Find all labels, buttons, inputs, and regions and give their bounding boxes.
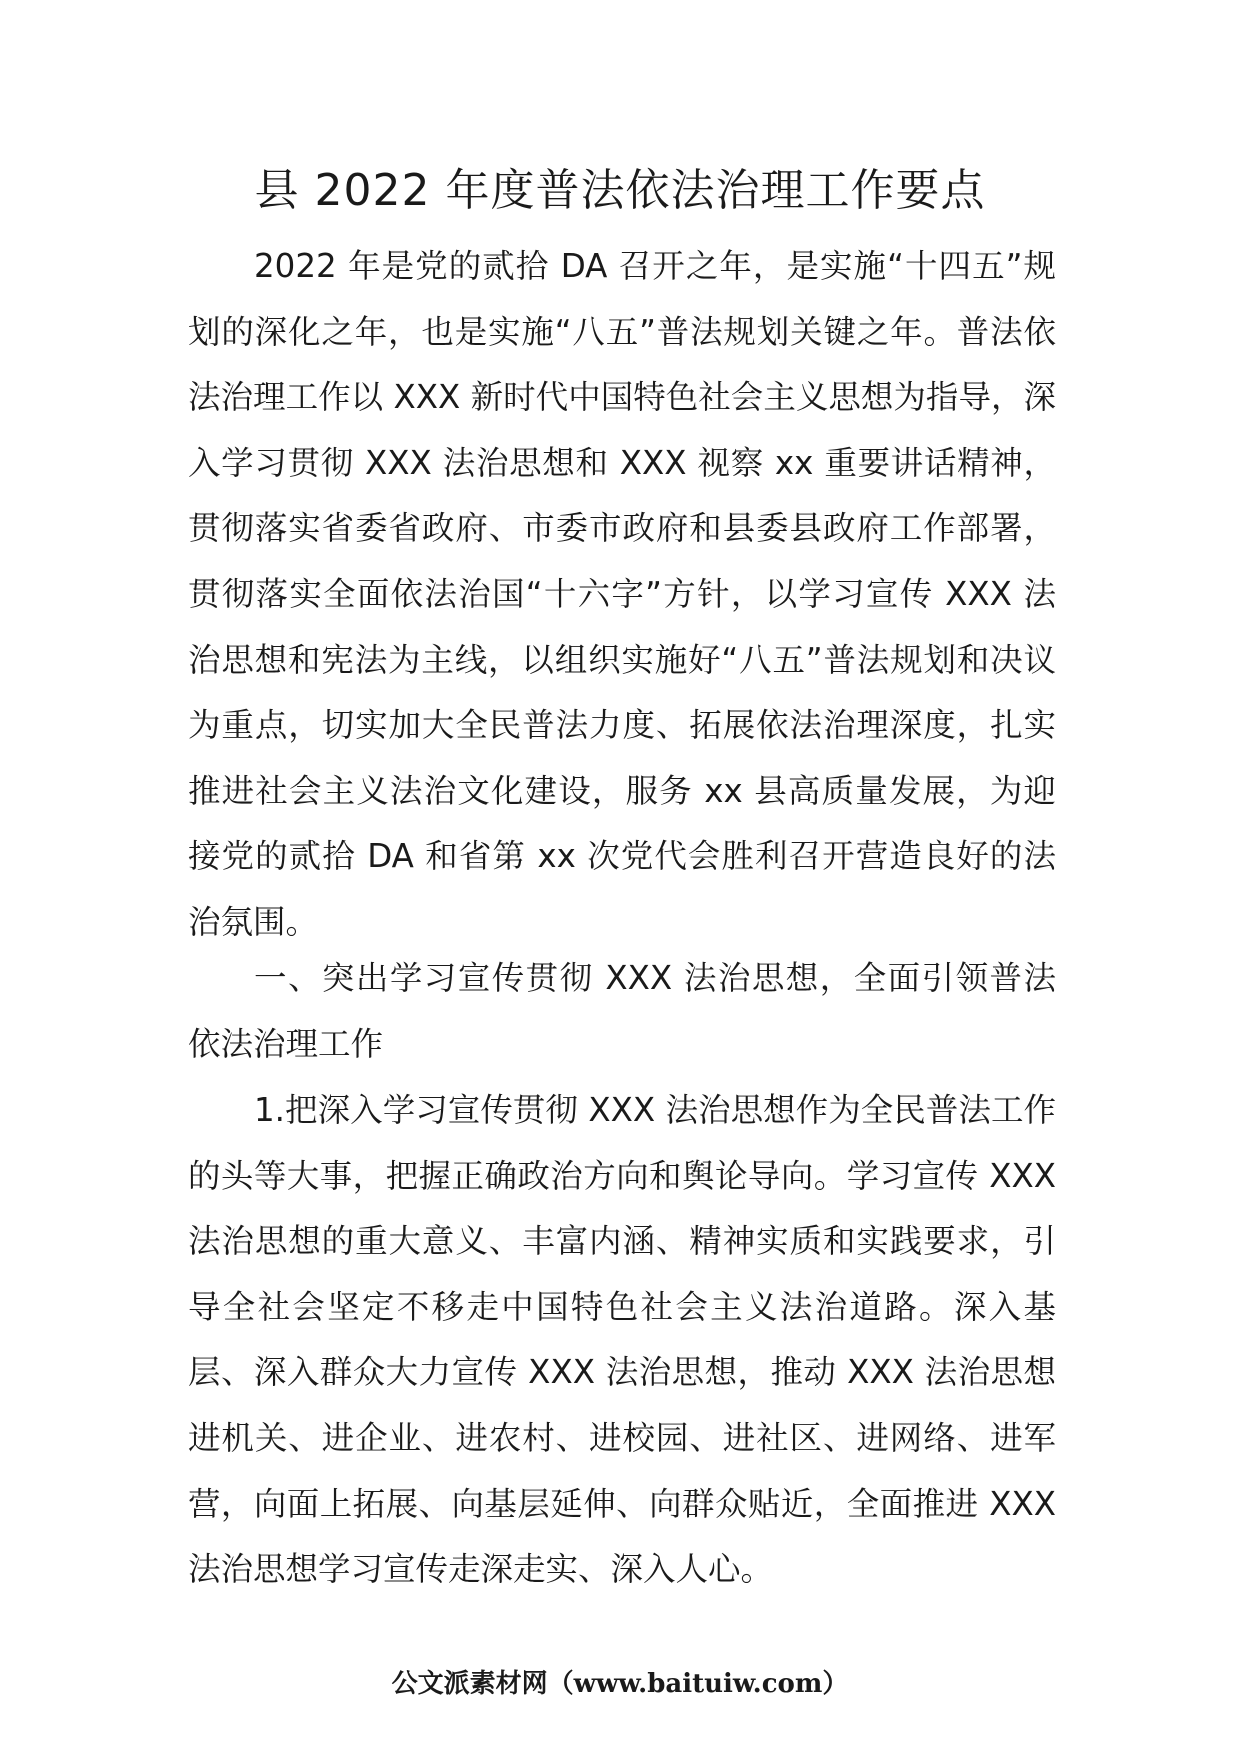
intro-paragraph: 2022 年是党的贰拾 DA 召开之年，是实施“十四五”规划的深化之年，也是实施“八五”普法规划关键之年。普法依法治理工作以 XXX 新时代中国特色社会主义思想为指导，深入学习贯彻 XXX 法治思想和 XXX 视察 xx 重要讲话精神，贯彻落实省委省政府、市委市政府和县委县政府工作部署，贯彻落实全面依法治国“十六字”方针，以学习宣传 XXX 法治思想和宪法为主线，以组织实施好“八五”普法规划和决议为重点，切实加大全民普法力度、拓展依法治理深度，扎实推进社会主义法治文化建设，服务 xx 县高质量发展，为迎接党的贰拾 DA 和省第 xx 次党代会胜利召开营造良好的法治氛围。 bbox=[188, 247, 1056, 941]
section-heading-block bbox=[188, 946, 1056, 1077]
item-1-paragraph: 1.把深入学习宣传贯彻 XXX 法治思想作为全民普法工作的头等大事，把握正确政治方向和舆论导向。学习宣传 XXX 法治思想的重大意义、丰富内涵、精神实质和实践要求，引导全社会坚定不移走中国特色社会主义法治道路。深入基层、深入群众大力宣传 XXX 法治思想，推动 XXX 法治思想进机关、进企业、进农村、进校园、进社区、进网络、进军营，向面上拓展、向基层延伸、向群众贴近，全面推进 XXX 法治思想学习宣传走深走实、深入人心。 bbox=[188, 1091, 1056, 1589]
section-heading-1: 一、突出学习宣传贯彻 XXX 法治思想，全面引领普法依法治理工作 bbox=[188, 959, 1056, 1063]
footer-watermark-text: 公文派素材网（www.baituiw.com） bbox=[391, 1669, 849, 1699]
intro-paragraph-block bbox=[188, 234, 1056, 956]
item-paragraph-block bbox=[188, 1078, 1056, 1603]
document-title: 县 2022 年度普法依法治理工作要点 bbox=[254, 165, 986, 216]
